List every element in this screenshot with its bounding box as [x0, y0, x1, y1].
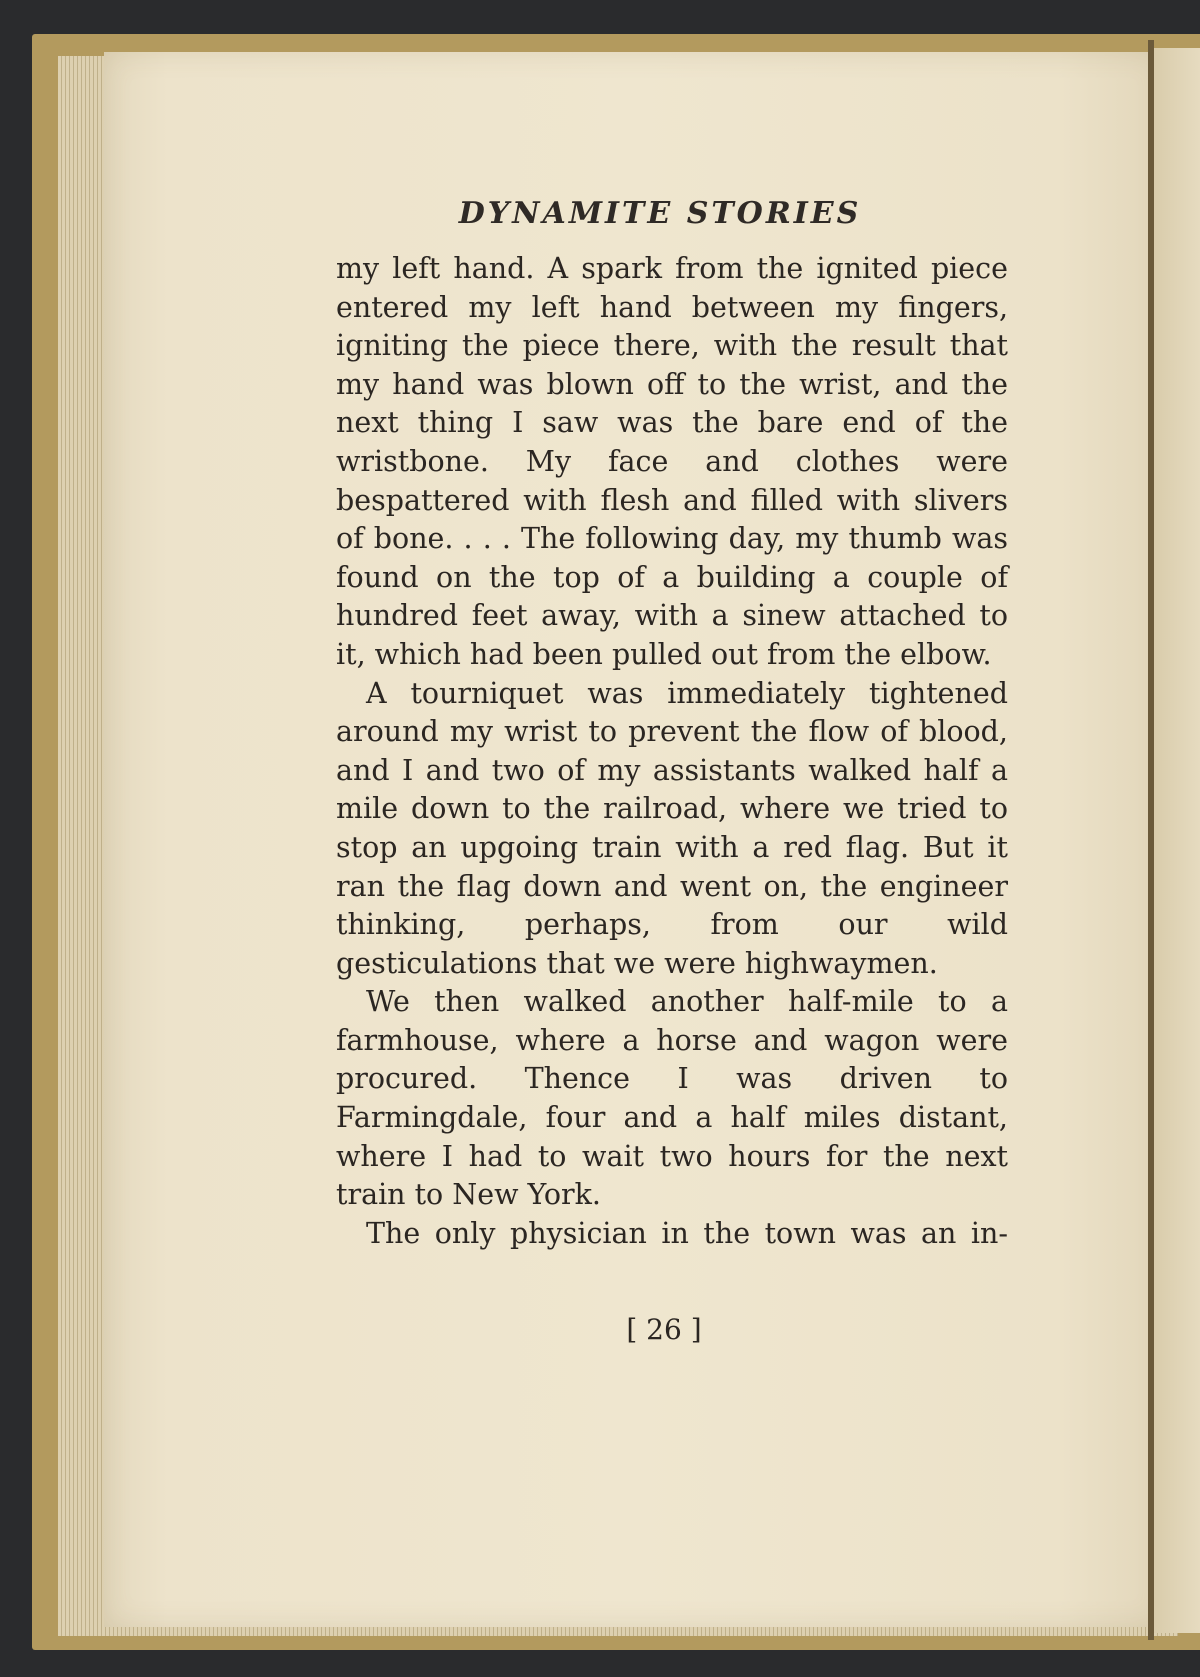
paragraph-3: We then walked another half-mile to a farmhouse, where a horse and wagon were procured. Thence I was driven to Farmingdale, four and a half miles distant, where I had to wait two hours for the next train to New York.: [336, 985, 1008, 1212]
page-number: [ 26 ]: [626, 1313, 702, 1346]
paragraph-2: A tourniquet was immediately tightened around my wrist to prevent the flow of blood, and I and two of my assistants walked half a mile down to the railroad, where we tried to stop an upgoing train with a red flag. But it ran the flag down and went on, the engineer thinking, perhaps, from our wild gesticulations that we were highwaymen.: [336, 676, 1008, 980]
paragraph-1: my left hand. A spark from the ignited piece entered my left hand between my fingers, igniting the piece there, with the result that my hand was blown off to the wrist, and the next thing I saw was the bare end of the wristbone. My face and clothes were bespattered with flesh and filled with slivers of bone. . . . The following day, my thumb was found on the top of a building a couple of hundred feet away, with a sinew attached to it, which had been pulled out from the elbow.: [336, 252, 1008, 671]
paragraph-4: The only physician in the town was an in-: [366, 1216, 1008, 1250]
running-head: DYNAMITE STORIES: [458, 196, 862, 231]
facing-page-edge: [1154, 48, 1200, 1633]
body-text: [336, 250, 1008, 1253]
